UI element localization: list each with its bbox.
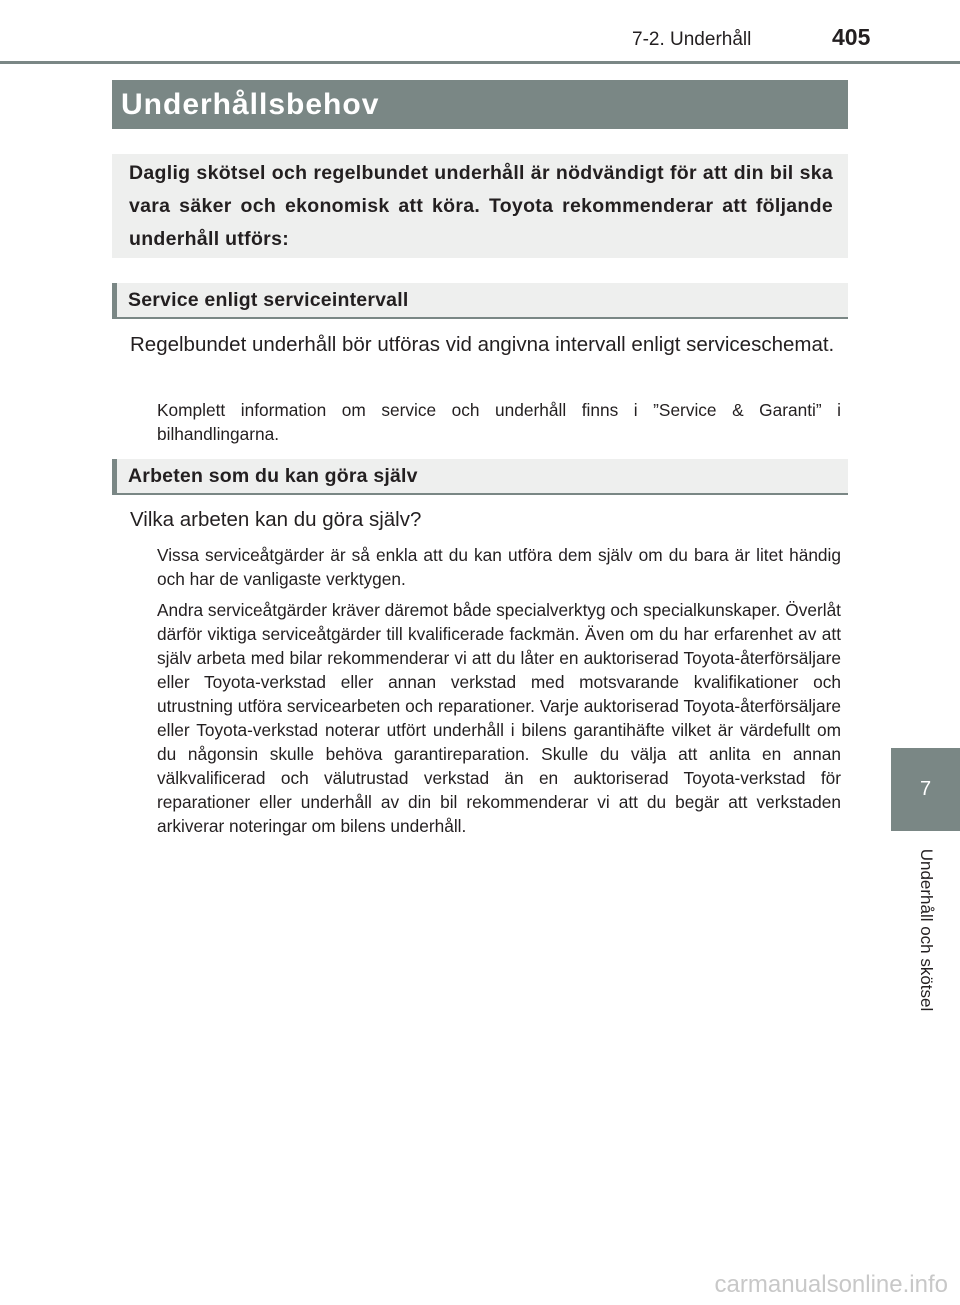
page-number: 405 bbox=[832, 24, 871, 50]
section-heading-service bbox=[112, 283, 848, 319]
chapter-tab[interactable]: 7 bbox=[891, 748, 960, 831]
paragraph: Komplett information om service och underhåll finns i ”Service & Garanti” i bilhandlingarna. bbox=[157, 400, 841, 444]
page-title: Underhållsbehov bbox=[121, 88, 380, 121]
intro-box bbox=[112, 154, 848, 258]
section-heading-diy bbox=[112, 459, 848, 495]
page-title-bar bbox=[112, 80, 848, 129]
chapter-tab-label: Underhåll och skötsel bbox=[917, 848, 936, 1012]
watermark: carmanualsonline.info bbox=[714, 1271, 948, 1298]
paragraph: Andra serviceåtgärder kräver däremot både specialverktyg och specialkunskaper. Överlåt därför viktiga serviceåtgärder till kvalificerade fackmän. Även om du har erfarenhet av att själv arbeta med bilar rekommenderar vi att du låter en auktoriserad Toyota-återförsäljare eller Toyota-verkstad eller annan verkstad med motsvarande kvalifikationer och utrustning utföra servicearbeten och reparationer. Varje auktoriserad Toyota-återförsäljare eller Toyota-verkstad noterar utfört underhåll i bilens garantihäfte vilket är värdefullt om du någonsin skulle behöva garantireparation. Skulle du välja att anlita en annan välkvalificerad och välutrustad verkstad än en auktoriserad Toyota-verkstad för reparationer eller underhåll av din bil rekommenderar vi att du begär att verkstaden arkiverar noteringar om bilens underhåll. bbox=[157, 600, 841, 836]
section-heading-text: Arbeten som du kan göra själv bbox=[128, 465, 418, 487]
section-lead-service: Regelbundet underhåll bör utföras vid angivna intervall enligt serviceschemat. bbox=[130, 333, 835, 356]
section-heading-text: Service enligt serviceintervall bbox=[128, 289, 409, 311]
header-divider bbox=[0, 61, 960, 64]
intro-text: Daglig skötsel och regelbundet underhåll är nödvändigt för att din bil ska vara säker och ekonomisk att köra. Toyota rekommenderar att följande underhåll utförs: bbox=[129, 162, 833, 250]
running-header-section: 7-2. Underhåll bbox=[632, 29, 752, 50]
section-lead-diy: Vilka arbeten kan du göra själv? bbox=[130, 508, 422, 531]
paragraph: Vissa serviceåtgärder är så enkla att du kan utföra dem själv om du bara är litet händig och har de vanligaste verktygen. bbox=[157, 545, 841, 589]
